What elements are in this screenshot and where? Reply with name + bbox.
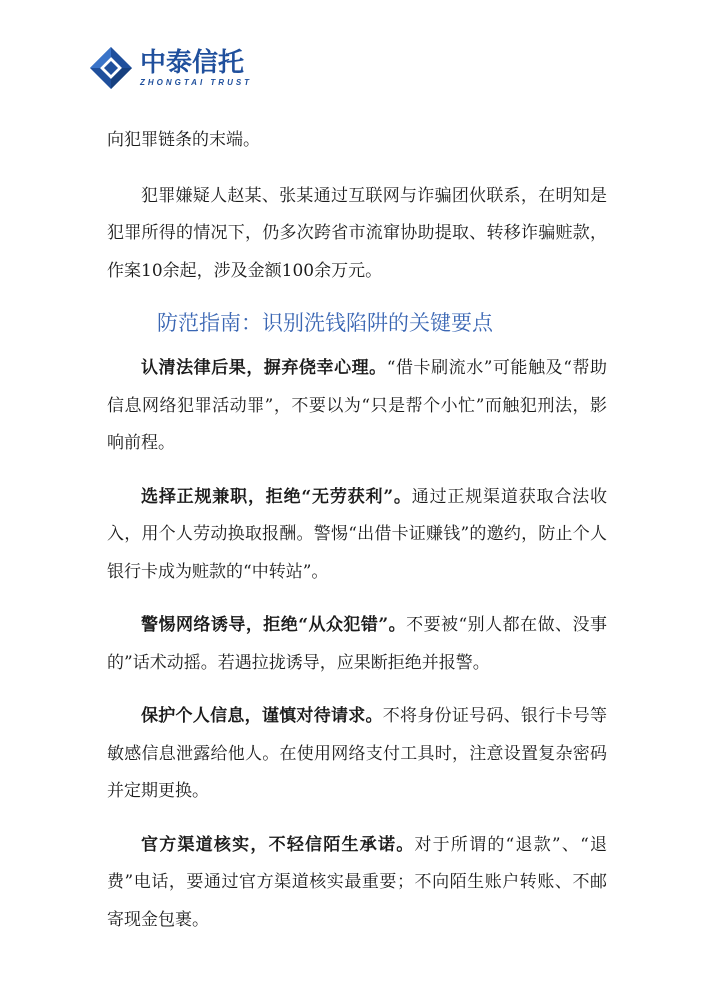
logo-chinese-name: 中泰信托	[140, 47, 245, 78]
tip-text: 对于所谓的“退款”、“退费”电话，要通过官方渠道核实最重要；不向陌生账户转账、不邮寄现金包裹。	[107, 834, 607, 930]
section-heading: 防范指南：识别洗钱陷阱的关键要点	[157, 311, 493, 335]
tip-bold-lead: 官方渠道核实，不轻信陌生承诺。	[141, 834, 415, 855]
tip-paragraph-4	[107, 698, 607, 811]
case-paragraph: 犯罪嫌疑人赵某、张某通过互联网与诈骗团伙联系，在明知是犯罪所得的情况下，仍多次跨省市流窜协助提取、转移诈骗赃款，作案10余起，涉及金额100余万元。	[107, 185, 607, 281]
continuation-paragraph: 向犯罪链条的末端。	[107, 130, 260, 150]
page-header	[88, 42, 252, 94]
document-body	[107, 122, 607, 955]
logo-english-name: ZHONGTAI TRUST	[140, 77, 253, 87]
tip-bold-lead: 选择正规兼职，拒绝“无劳获利”。	[141, 486, 412, 507]
tip-text: 不要被“别人都在做、没事的”话术动摇。若遇拉拢诱导，应果断拒绝并报警。	[107, 615, 607, 673]
tip-paragraph-2	[107, 479, 607, 592]
tip-text: “借卡刷流水”可能触及“帮助信息网络犯罪活动罪”，不要以为“只是帮个小忙”而触犯刑法，影响前程。	[107, 358, 608, 453]
tip-text: 不将身份证号码、银行卡号等敏感信息泄露给他人。在使用网络支付工具时，注意设置复杂密码并定期更换。	[107, 706, 608, 801]
logo-text	[140, 47, 253, 87]
tip-text: 通过正规渠道获取合法收入，用个人劳动换取报酬。警惕“出借卡证赚钱”的邀约，防止个人银行卡成为赃款的“中转站”。	[107, 486, 607, 582]
tip-paragraph-3	[107, 607, 607, 682]
tip-bold-lead: 认清法律后果，摒弃侥幸心理。	[141, 358, 387, 378]
tip-bold-lead: 警惕网络诱导，拒绝“从众犯错”。	[141, 615, 407, 635]
tip-paragraph-1	[107, 350, 607, 463]
tip-bold-lead: 保护个人信息，谨慎对待请求。	[141, 706, 383, 726]
diamond-logo-icon	[88, 45, 134, 91]
tip-paragraph-5	[107, 827, 607, 940]
